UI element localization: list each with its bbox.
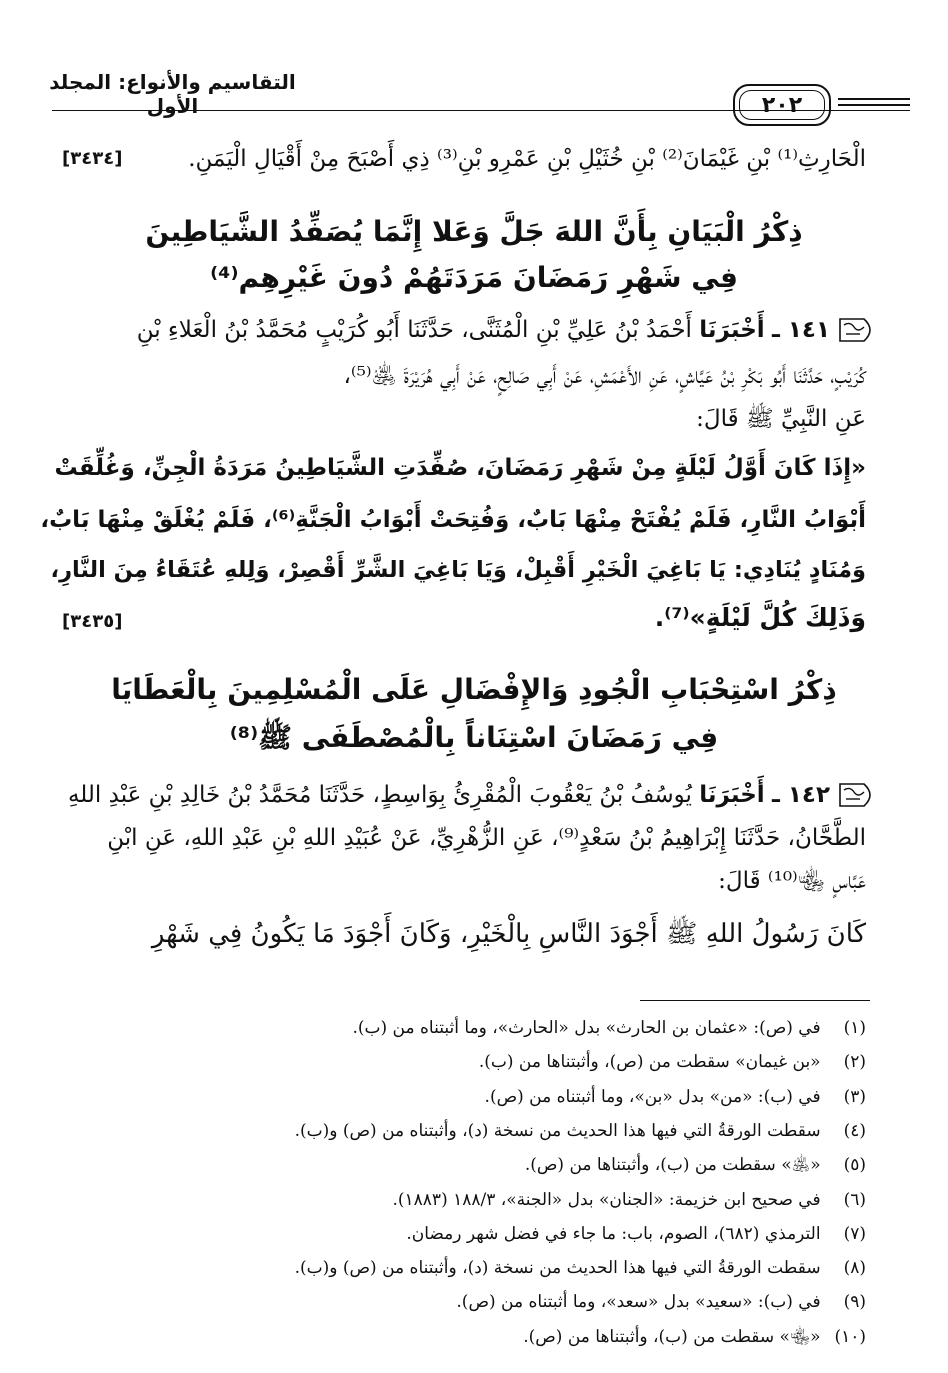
page-number-frame — [733, 84, 831, 126]
matn-line: كَانَ رَسُولُ اللهِ ﷺ أَجْوَدَ النَّاسِ بِالْخَيْرِ، وَكَانَ أَجْوَدَ مَا يَكُونُ فِي شَهْرِ — [151, 919, 866, 949]
footnote-text: سقطت الورقةُ التي فيها هذا الحديث من نسخة (د)، وأثبتناه من (ص) و(ب). — [294, 1120, 821, 1141]
footnote — [352, 1016, 866, 1040]
footnote-text: «﵁» سقطت من (ب)، وأثبتناها من (ص). — [524, 1155, 821, 1176]
footnote-number: (٨) — [843, 1258, 866, 1279]
reference-number: [٣٤٣٤] — [62, 148, 123, 169]
footnote-number: (٢) — [843, 1052, 866, 1073]
hadith-isnad-line: الطَّحَّانُ، حَدَّثَنَا إِبْرَاهِيمُ بْنُ سَعْدٍ⁽⁹⁾، عَنِ الزُّهْرِيِّ، عَنْ عُبَيْدِ اللهِ بْنِ عَبْدِ اللهِ، عَنِ ابْنِ — [107, 825, 866, 851]
chapter-heading: ذِكْرُ الْبَيَانِ بِأَنَّ اللهَ جَلَّ وَعَلا إِنَّمَا يُصَفِّدُ الشَّيَاطِينَ — [145, 215, 803, 248]
footnote — [456, 1290, 866, 1314]
footnote-text: في (ص): «عثمان بن الحارث» بدل «الحارث»، وما أثبتناه من (ب). — [352, 1018, 821, 1038]
page-number: ٢٠٢ — [739, 90, 825, 120]
header-ornament-line — [838, 98, 910, 100]
footnote-number: (٤) — [843, 1120, 866, 1141]
hadith-isnad-line: كُرَيْبٍ، حَدَّثَنَا أَبُو بَكْرِ بْنُ عَيَّاشٍ، عَنِ الأَعْمَشِ، عَنْ أَبِي صَالِحٍ، عَنْ أَبِي هُرَيْرَةَ ﵁⁽⁵⁾، — [343, 363, 866, 389]
footnote-text: في صحيح ابن خزيمة: «الجنان» بدل «الجنة»، ١٨٨/٣ (١٨٨٣). — [392, 1189, 821, 1210]
hadith-badge-icon — [838, 782, 878, 808]
hadith-akhbarana: أَخْبَرَنَا — [699, 782, 765, 808]
matn-line: وَمُنَادٍ يُنَادِي: يَا بَاغِيَ الْخَيْرِ أَقْبِلْ، وَيَا بَاغِيَ الشَّرِّ أَقْصِرْ، وَلِلهِ عُتَقَاءُ مِنَ النَّارِ، — [50, 557, 866, 583]
footnote — [406, 1222, 866, 1246]
chapter-heading: فِي شَهْرِ رَمَضَانَ مَرَدَتَهُمْ دُونَ غَيْرِهِم⁽⁴⁾ — [210, 261, 738, 294]
footnote — [525, 1153, 866, 1177]
footnote — [523, 1325, 866, 1349]
footnote — [392, 1188, 866, 1212]
footnote — [485, 1085, 866, 1109]
footnote — [479, 1050, 866, 1074]
footnote-number: (٧) — [843, 1223, 866, 1244]
footnote-number: (٥) — [843, 1155, 866, 1176]
footnote-text: «﵄» سقطت من (ب)، وأثبتناها من (ص). — [523, 1326, 821, 1347]
hadith-number: ١٤٢ ـ — [772, 782, 830, 808]
matn-line: وَذَلِكَ كُلَّ لَيْلَةٍ»⁽⁷⁾. — [654, 603, 866, 632]
hadith-isnad-line: عَنِ النَّبِيِّ ﷺ قَالَ: — [696, 406, 866, 432]
hadith-number: ١٤١ ـ — [772, 317, 830, 343]
footnote-number: (١٠) — [834, 1326, 866, 1347]
hadith-isnad-line — [137, 315, 830, 345]
hadith-isnad-line: عَبَّاسٍ ﵄⁽¹⁰⁾ قَالَ: — [718, 868, 866, 894]
footnote-number: (٦) — [843, 1189, 866, 1210]
hadith-akhbarana: أَخْبَرَنَا — [699, 317, 765, 343]
footnote — [295, 1119, 866, 1143]
footnote-rule — [640, 1000, 870, 1001]
matn-line: أَبْوَابُ النَّارِ، فَلَمْ يُفْتَحْ مِنْهَا بَابٌ، وَفُتِحَتْ أَبْوَابُ الْجَنَّةِ⁽⁶⁾، فَلَمْ يُغْلَقْ مِنْهَا بَابٌ، — [40, 507, 866, 533]
isnad-text: يُوسُفُ بْنُ يَعْقُوبَ الْمُقْرِئُ بِوَاسِطٍ، حَدَّثَنَا مُحَمَّدُ بْنُ خَالِدِ بْنِ عَبْدِ اللهِ — [67, 782, 692, 808]
footnote-number: (٩) — [843, 1292, 866, 1313]
header-ornament-line — [838, 104, 910, 106]
matn-line: «إِذَا كَانَ أَوَّلُ لَيْلَةٍ مِنْ شَهْرِ رَمَضَانَ، صُفِّدَتِ الشَّيَاطِينُ مَرَدَةُ الْجِنِّ، وَغُلِّقَتْ — [54, 455, 866, 481]
footnote-text: «بن غيمان» سقطت من (ص)، وأثبتناها من (ب). — [478, 1052, 821, 1073]
footnote-text: في (ب): «من» بدل «بن»، وما أثبتناه من (ص). — [484, 1086, 821, 1107]
footnote — [295, 1256, 866, 1280]
footnote-number: (٣) — [843, 1086, 866, 1107]
text-line: الْحَارِثِ⁽¹⁾ بْنِ غَيْمَانَ⁽²⁾ بْنِ خُثَيْلِ بْنِ عَمْرِو بْنِ⁽³⁾ ذِي أَصْبَحَ مِنْ أَقْيَالِ الْيَمَنِ. — [188, 146, 866, 172]
footnote-number: (١) — [843, 1018, 866, 1038]
chapter-heading: فِي رَمَضَانَ اسْتِنَاناً بِالْمُصْطَفَى ﷺ⁽⁸⁾ — [229, 721, 719, 754]
hadith-isnad-line — [68, 780, 830, 810]
footnote-text: في (ب): «سعيد» بدل «سعد»، وما أثبتناه من (ص). — [456, 1292, 821, 1313]
footnote-text: الترمذي (٦٨٢)، الصوم، باب: ما جاء في فضل شهر رمضان. — [406, 1223, 821, 1244]
chapter-heading: ذِكْرُ اسْتِحْبَابِ الْجُودِ وَالإِفْضَالِ عَلَى الْمُسْلِمِينَ بِالْعَطَايَا — [111, 673, 837, 706]
isnad-text: أَحْمَدُ بْنُ عَلِيِّ بْنِ الْمُثَنَّى، حَدَّثَنَا أَبُو كُرَيْبٍ مُحَمَّدُ بْنُ الْعَلاءِ بْنِ — [136, 317, 692, 343]
running-title: التقاسيم والأنواع: المجلد الأول — [49, 70, 296, 118]
hadith-badge-icon — [838, 317, 878, 343]
reference-number: [٣٤٣٥] — [62, 611, 123, 632]
footnote-text: سقطت الورقةُ التي فيها هذا الحديث من نسخة (د)، وأثبتناه من (ص) و(ب). — [294, 1258, 821, 1279]
